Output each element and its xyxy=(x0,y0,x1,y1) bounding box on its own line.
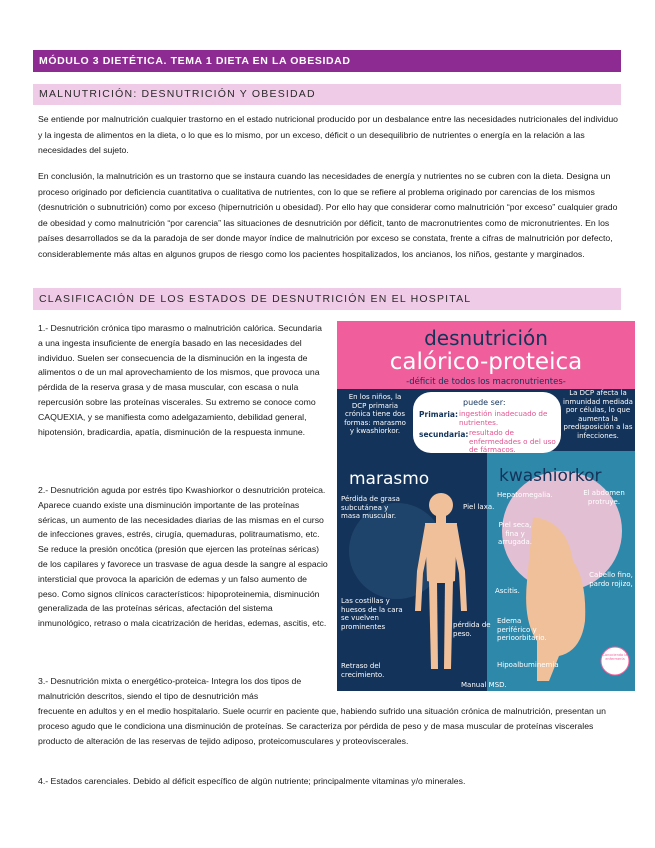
item-marasmo: 1.- Desnutrición crónica tipo marasmo o malnutrición calórica. Secundaria a una ingesta insuficiente de energía basado en las necesidades del individuo. Suelen ser consecuencia de la disminución en la ingesta de alimentos o de un mal aprovechamiento de los mismos, que provoca una pérdida de la reserva grasa y de masa muscular, con escasa o nula repercusión sobre las proteínas viscerales. Su extremo se conoce como CAQUEXIA, y se manifiesta como adelgazamiento, debilidad general, hipotensión, bradicardia, apatía, disminución de la respuesta inmune. xyxy=(38,323,322,437)
infographic-secundaria-label: secundaria: xyxy=(419,430,469,439)
kwash-hair-text: Cabello fino, pardo rojizo, xyxy=(589,571,633,588)
infographic-secundaria-text: resultado de enfermedades o del uso de fármacos. xyxy=(469,429,556,454)
kwash-hipo-text: Hipoalbuminemia xyxy=(497,661,559,669)
infographic-title-1: desnutrición xyxy=(424,326,548,350)
marasmo-weight-text: pérdida de peso. xyxy=(453,621,491,638)
kwash-abdomen-text: El abdomen protruye. xyxy=(583,489,625,506)
kwash-skin-text: Piel seca, fina y arrugada. xyxy=(497,521,533,547)
kwash-hepat-text: Hepatomegalia. xyxy=(497,491,553,499)
paragraph-definition: Se entiende por malnutrición cualquier trastorno en el estado nutricional producido por un desbalance entre las necesidades nutricionales del individuo y la ingesta de alimentos en la dieta, o lo que es lo mismo, por un exceso, déficit o un desequilibrio de nutrientes o energía en la relación a las necesidades del sujeto. xyxy=(38,114,619,156)
section-title-clasificacion: CLASIFICACIÓN DE LOS ESTADOS DE DESNUTRICIÓN EN EL HOSPITAL xyxy=(33,288,621,310)
marasmo-bones-text: Las costillas y huesos de la cara se vuelven prominentes xyxy=(341,597,403,631)
label-kwashiorkor: kwashiorkor xyxy=(499,466,602,486)
infographic-source: Manual MSD. xyxy=(461,681,507,689)
infographic-desnutricion xyxy=(337,321,635,691)
infographic-title-2: calórico-proteica xyxy=(389,349,583,375)
item-carenciales: 4.- Estados carenciales. Debido al déficit específico de algún nutriente; principalmente vitaminas y/o minerales. xyxy=(38,776,466,786)
infographic-primaria-text: ingestión inadecuado de nutrientes. xyxy=(459,409,548,427)
item-kwashiorkor: 2.- Desnutrición aguda por estrés tipo Kwashiorkor o desnutrición proteica. Aparece cuando existe una disminución importante de las proteínas séricas, un aumento de las necesidades diarias de las mismas en el curso de infecciones graves, estrés, cirugía, quemaduras, politraumatismo, etc. Se reduce la presión oncótica (presión que ejercen las proteínas séricas) de los capilares y favorece un trasvase de agua desde la sangre al espacio intersticial que provoca la aparición de edemas y un falso aumento de peso. Como signos clínicos característicos: hipoproteinemia, disminución generalizada de las proteínas séricas, afectación del sistema inmunológico, retraso o mala cicatrización de heridas, edemas, ascitis, etc. xyxy=(38,485,328,629)
infographic-primaria-label: Primaria: xyxy=(419,410,458,419)
infographic-subtitle: -déficit de todos los macronutrientes- xyxy=(406,377,566,387)
label-marasmo: marasmo xyxy=(349,469,430,489)
item-mixta-continued: frecuente en adultos y en el medio hospitalario. Suele ocurrir en paciente que, habiendo sufrido una situación crónica de malnutrición, presentan un proceso agudo que le condiciona una disminución de proteínas. Se caracteriza por pérdida de peso y de masa muscular de proteínas viscerales producto de alteración de las reservas de tejido adiposo, proteicomusculares y proteoviscerales. xyxy=(38,706,606,747)
kwash-edema-text: Edema periférico y perioorbitario. xyxy=(497,617,547,643)
item-mixta-start: 3.- Desnutrición mixta o energético-proteica- Integra los dos tipos de malnutrición descritos, siendo el tipo de desnutrición más xyxy=(38,676,302,701)
marasmo-loss-text: Pérdida de grasa subcutánea y masa muscular. xyxy=(341,495,400,521)
logo-text: Conociendo la enfermería xyxy=(602,653,628,662)
kwash-ascitis-text: Ascitis. xyxy=(495,587,520,595)
section-title-malnutricion: MALNUTRICIÓN: DESNUTRICIÓN Y OBESIDAD xyxy=(33,84,621,105)
paragraph-conclusion: En conclusión, la malnutrición es un trastorno que se instaura cuando las necesidades de energía y nutrientes no se cubren con la dieta. Designa un proceso originado por deficiencia cuantitativa o cualitativa de nutrientes, con lo que se refiere al problema originado por carencias de los mismos (desnutrición o subnutrición) como por exceso (hipernutrición u obesidad). Por ello hay que considerar como malnutrición “por exceso” cualquier grado de obesidad y como malnutrición “por carencia” las situaciones de desnutrición por déficit, tanto de macronutrientes como de micronutrientes. En los países desarrollados se da la paradoja de ser donde mayor índice de malnutrición por exceso se constata, frente a cifras de malnutrición por defecto, considerablemente más altas en algunos grupos de riesgo como los pacientes hospitalizados, los ancianos, los niños, gestante y marginados. xyxy=(38,171,618,259)
infographic-center-label: puede ser: xyxy=(463,398,506,407)
marasmo-growth-text: Retraso del crecimiento. xyxy=(341,662,385,679)
module-title: MÓDULO 3 DIETÉTICA. TEMA 1 DIETA EN LA OBESIDAD xyxy=(33,50,621,72)
infographic-left-note: En los niños, la DCP primaria crónica tiene dos formas: marasmo y kwashiorkor. xyxy=(344,393,406,436)
marasmo-skin-text: Piel laxa. xyxy=(463,503,495,511)
infographic-right-note: La DCP afecta la inmunidad mediada por células, lo que aumenta la predisposición a las infecciones. xyxy=(563,389,633,440)
